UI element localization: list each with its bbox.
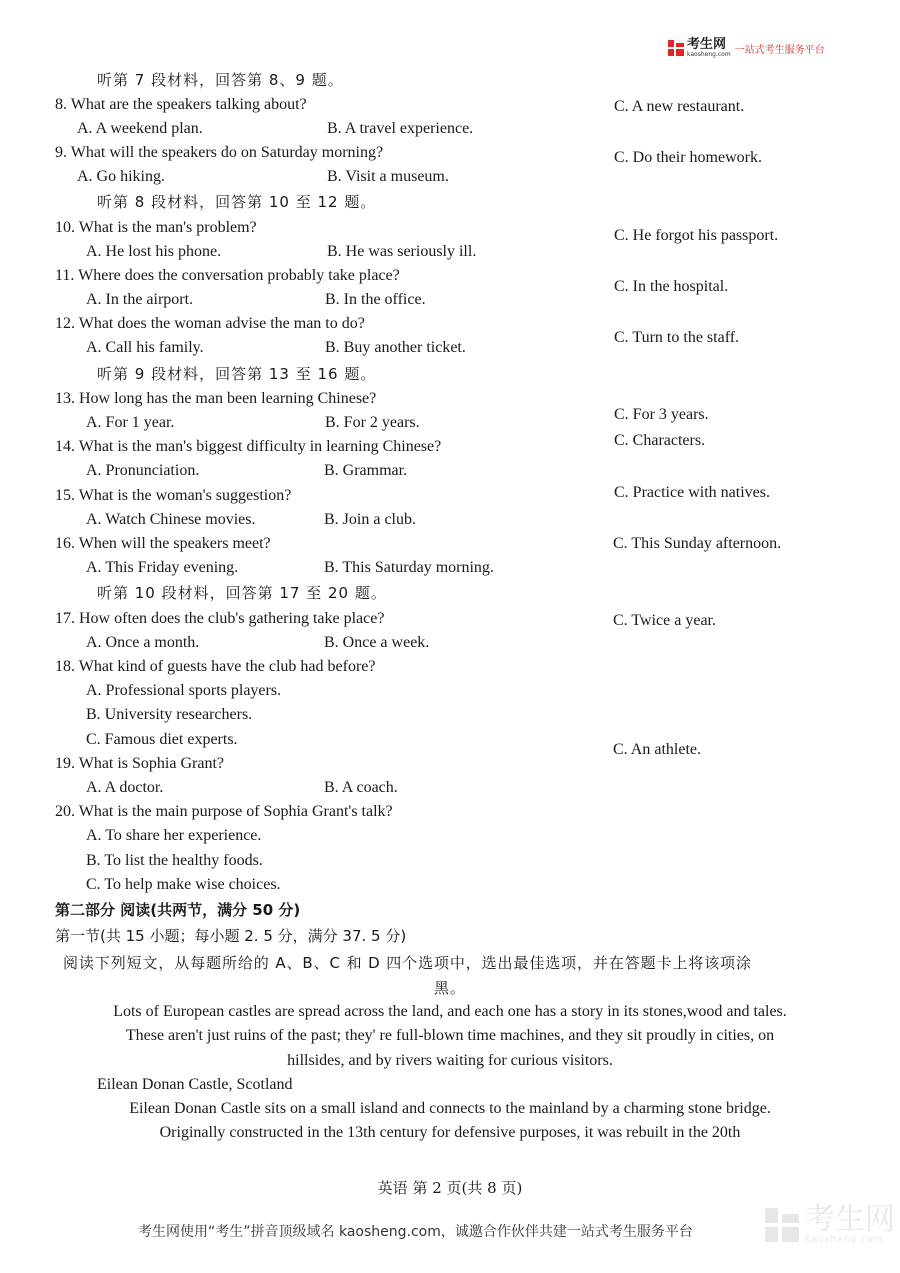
passage-line-3: hillsides, and by rivers waiting for curious visitors. (287, 1052, 613, 1069)
question-9: 9. What will the speakers do on Saturday morning? (55, 144, 384, 161)
passage-line-5: Originally constructed in the 13th century for defensive purposes, it was rebuilt in the 20th (159, 1124, 741, 1141)
option-11a: A. In the airport. (86, 291, 194, 308)
reading-instruction-cont: 黑。 (433, 979, 466, 997)
option-14b: B. Grammar. (324, 462, 408, 479)
option-14c: C. Characters. (614, 432, 706, 449)
option-20a: A. To share her experience. (86, 827, 262, 844)
option-17a: A. Once a month. (86, 634, 200, 651)
listening-instruction-7: 听第 7 段材料，回答第 8、9 题。 (97, 71, 344, 89)
option-8a: A. A weekend plan. (77, 120, 203, 137)
option-11b: B. In the office. (325, 291, 426, 308)
option-13c: C. For 3 years. (614, 406, 709, 423)
question-14: 14. What is the man's biggest difficulty in learning Chinese? (55, 438, 442, 455)
option-11c: C. In the hospital. (614, 278, 729, 295)
option-17b: B. Once a week. (324, 634, 430, 651)
watermark-logo-icon (765, 1208, 799, 1242)
option-15c: C. Practice with natives. (614, 484, 770, 501)
option-13a: A. For 1 year. (86, 414, 175, 431)
watermark (765, 1202, 895, 1245)
option-12b: B. Buy another ticket. (325, 339, 466, 356)
option-9b: B. Visit a museum. (327, 168, 449, 185)
brand-logo-icon (668, 40, 684, 56)
section-one-heading: 第一节(共 15 小题；每小题 2. 5 分，满分 37. 5 分) (55, 927, 407, 945)
option-16a: A. This Friday evening. (86, 559, 239, 576)
option-13b: B. For 2 years. (325, 414, 420, 431)
option-10b: B. He was seriously ill. (327, 243, 477, 260)
question-8: 8. What are the speakers talking about? (55, 96, 307, 113)
option-15b: B. Join a club. (324, 511, 416, 528)
option-15a: A. Watch Chinese movies. (86, 511, 256, 528)
question-20: 20. What is the main purpose of Sophia Grant's talk? (55, 803, 393, 820)
option-19a: A. A doctor. (86, 779, 164, 796)
option-16b: B. This Saturday morning. (324, 559, 494, 576)
option-10c: C. He forgot his passport. (614, 227, 779, 244)
brand-name: 考生网 kaosheng.com (687, 36, 731, 58)
question-12: 12. What does the woman advise the man to do? (55, 315, 365, 332)
passage-subheading: Eilean Donan Castle, Scotland (97, 1076, 293, 1093)
option-8b: B. A travel experience. (327, 120, 474, 137)
reading-instruction: 阅读下列短文，从每题所给的 A、B、C 和 D 四个选项中，选出最佳选项，并在答题卡上将该项涂 (63, 954, 752, 972)
option-12a: A. Call his family. (86, 339, 204, 356)
option-17c: C. Twice a year. (613, 612, 716, 629)
option-18c: C. Famous diet experts. (86, 731, 238, 748)
option-10a: A. He lost his phone. (86, 243, 222, 260)
listening-instruction-10: 听第 10 段材料，回答第 17 至 20 题。 (97, 584, 387, 602)
question-18: 18. What kind of guests have the club had before? (55, 658, 376, 675)
question-11: 11. Where does the conversation probably take place? (55, 267, 400, 284)
passage-line-1: Lots of European castles are spread across the land, and each one has a story in its stones,wood and tales. (113, 1003, 787, 1020)
option-14a: A. Pronunciation. (86, 462, 200, 479)
question-17: 17. How often does the club's gathering take place? (55, 610, 385, 627)
passage-line-2: These aren't just ruins of the past; they' re full-blown time machines, and they sit proudly in cities, on (125, 1027, 775, 1044)
listening-instruction-8: 听第 8 段材料，回答第 10 至 12 题。 (97, 193, 377, 211)
question-15: 15. What is the woman's suggestion? (55, 487, 292, 504)
option-9c: C. Do their homework. (614, 149, 762, 166)
option-20b: B. To list the healthy foods. (86, 852, 263, 869)
brand-domain: kaosheng.com (687, 50, 731, 58)
option-18a: A. Professional sports players. (86, 682, 282, 699)
listening-instruction-9: 听第 9 段材料，回答第 13 至 16 题。 (97, 365, 377, 383)
option-16c: C. This Sunday afternoon. (613, 535, 782, 552)
option-19c: C. An athlete. (613, 741, 701, 758)
watermark-domain: Kaosheng.com (805, 1235, 884, 1245)
site-footer: 考生网使用“考生”拼音顶级域名 kaosheng.com，诚邀合作伙伴共建一站式考生服务平台 (138, 1224, 693, 1240)
option-20c: C. To help make wise choices. (86, 876, 281, 893)
watermark-text: 考生网 Kaosheng.com (805, 1202, 895, 1245)
part-two-heading: 第二部分 阅读(共两节，满分 50 分) (55, 901, 301, 919)
brand-logo (668, 38, 825, 58)
question-13: 13. How long has the man been learning Chinese? (55, 390, 377, 407)
option-18b: B. University researchers. (86, 706, 253, 723)
option-19b: B. A coach. (324, 779, 398, 796)
question-16: 16. When will the speakers meet? (55, 535, 271, 552)
question-10: 10. What is the man's problem? (55, 219, 257, 236)
question-19: 19. What is Sophia Grant? (55, 755, 225, 772)
page-number: 英语 第 2 页(共 8 页) (377, 1179, 523, 1197)
passage-line-4: Eilean Donan Castle sits on a small island and connects to the mainland by a charming stone bridge. (129, 1100, 771, 1117)
option-12c: C. Turn to the staff. (614, 329, 740, 346)
brand-slogan: 一站式考生服务平台 (734, 44, 825, 56)
option-8c: C. A new restaurant. (614, 98, 745, 115)
option-9a: A. Go hiking. (77, 168, 165, 185)
